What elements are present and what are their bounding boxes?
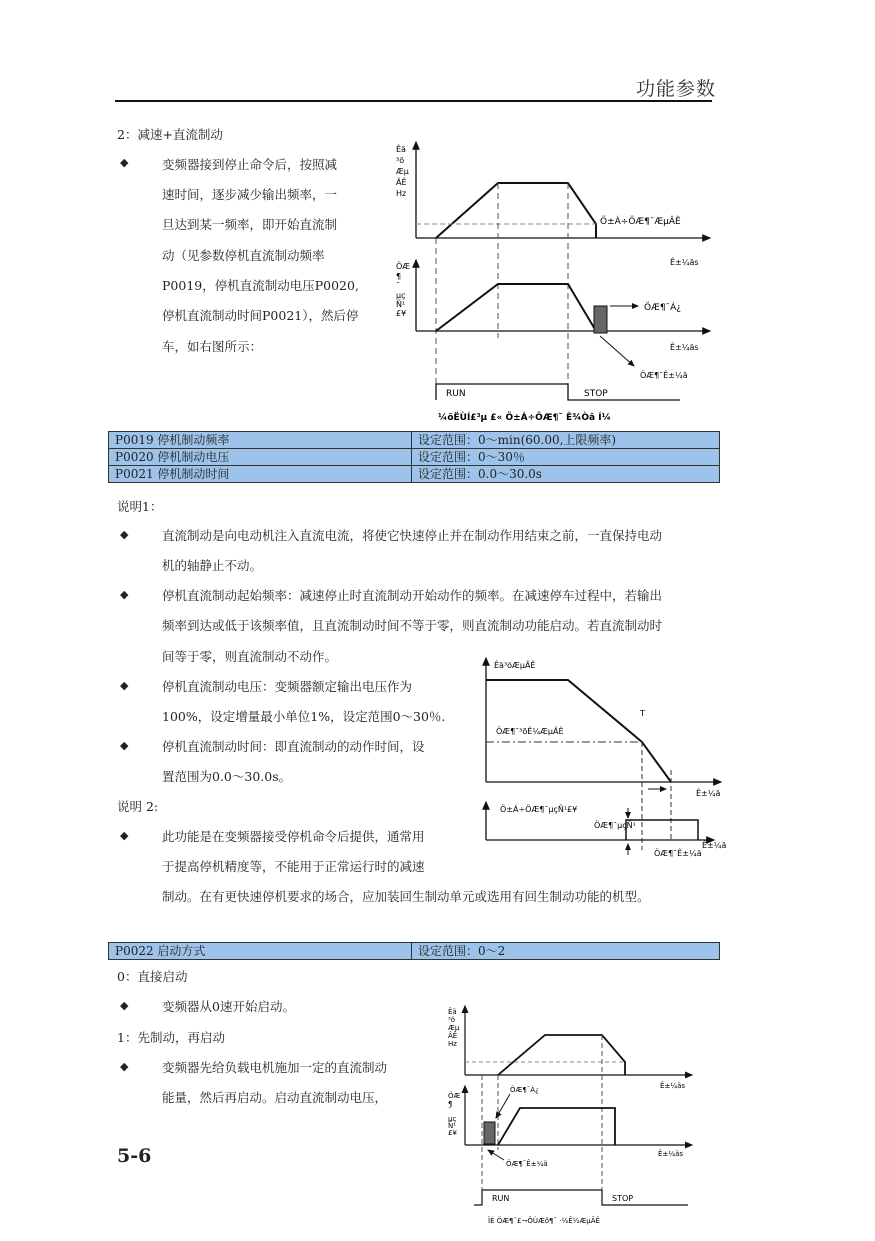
option-heading: 1：先制动，再启动 — [117, 1030, 225, 1045]
bullet-icon: ◆ — [120, 528, 129, 541]
svg-text:µç: µç — [448, 1115, 457, 1123]
text-line: 变频器先给负载电机施加一定的直流制动 — [162, 1060, 388, 1075]
bullet-icon: ◆ — [120, 829, 129, 842]
text-line: 制动。在有更快速停机要求的场合，应加装回生制动单元或选用有回生制动功能的机型。 — [162, 889, 650, 904]
text-line: P0019，停机直流制动电压P0020, — [162, 278, 359, 293]
bullet-icon: ◆ — [120, 739, 129, 752]
svg-text:³ö: ³ö — [448, 1016, 456, 1024]
brake-voltage-label: ÖÆ¶¯µçÑ¹ — [594, 821, 636, 830]
svg-text:Ñ¹: Ñ¹ — [396, 300, 406, 309]
text-line: 旦达到某一频率，即开始直流制 — [162, 217, 338, 232]
svg-text:¯: ¯ — [396, 281, 400, 290]
dc-voltage-label: Ö±Á÷ÖÆ¶¯µçÑ¹£¥ — [500, 805, 578, 814]
svg-text:ÂÊ: ÂÊ — [396, 178, 407, 187]
frequency-curve — [498, 1035, 625, 1075]
bullet-icon: ◆ — [120, 1060, 129, 1073]
t-label: T — [640, 709, 645, 718]
svg-text:³ö: ³ö — [396, 156, 405, 165]
dc-brake-block — [484, 1122, 495, 1144]
option-heading: 0：直接启动 — [117, 969, 188, 984]
bullet-icon: ◆ — [120, 156, 129, 169]
svg-text:Hz: Hz — [448, 1040, 457, 1048]
figure-caption: ¼õËÙÍ£³µ £« Ö±Á÷ÖÆ¶¯ Ê¾Òâ Í¼ — [438, 413, 611, 423]
time-axis-label: Ê±¼äs — [660, 1082, 686, 1090]
svg-text:¶: ¶ — [396, 272, 402, 281]
text-line: 机的轴静止不动。 — [162, 558, 263, 573]
text-line: 100%，设定增量最小单位1%，设定范围0～30％. — [162, 709, 446, 724]
bullet-icon: ◆ — [120, 679, 129, 692]
dc-brake-freq-label: Ö±Á÷ÖÆ¶¯ÆµÂÊ — [600, 217, 681, 227]
stop-freq-label: ÖÆ¶¯³õÊ¼ÆµÂÊ — [496, 727, 564, 736]
svg-text:Ê±¼äs: Ê±¼äs — [670, 343, 699, 352]
svg-text:£¥: £¥ — [396, 309, 407, 318]
run-label: RUN — [446, 389, 466, 399]
stop-brake-timing-diagram — [476, 650, 726, 865]
svg-text:Ê±¼ä: Ê±¼ä — [702, 841, 726, 850]
stop-label: STOP — [584, 389, 608, 399]
voltage-curve — [498, 1108, 615, 1145]
text-line: 速时间，逐步减少输出频率，一 — [162, 187, 338, 202]
svg-text:Ñ¹: Ñ¹ — [448, 1122, 457, 1130]
dc-brake-block — [594, 306, 607, 333]
text-line: 车，如右图所示： — [162, 339, 263, 354]
svg-text:¯: ¯ — [448, 1107, 452, 1115]
brake-time-label: ÖÆ¶¯Ê±¼ä — [506, 1160, 548, 1168]
svg-text:ÖÆ: ÖÆ — [448, 1092, 461, 1100]
svg-text:Ê±¼äs: Ê±¼äs — [658, 1150, 684, 1158]
text-line: 间等于零，则直流制动不动作。 — [162, 649, 338, 664]
param-table-2 — [108, 942, 720, 960]
table-row: P0021 停机制动时间 设定范围：0.0～30.0s — [109, 466, 720, 483]
svg-text:Hz: Hz — [396, 189, 407, 198]
time-label: Ê±¼ä — [696, 789, 721, 798]
svg-text:Æµ: Æµ — [396, 167, 409, 176]
decel-dc-brake-diagram — [380, 138, 720, 428]
text-line: 置范围为0.0～30.0s。 — [162, 769, 292, 784]
svg-text:£¥: £¥ — [448, 1129, 457, 1137]
header-rule — [115, 100, 712, 102]
section-heading: 2：减速+直流制动 — [117, 127, 223, 142]
param-table-1 — [108, 431, 720, 483]
text-line: 能量，然后再启动。启动直流制动电压， — [162, 1090, 388, 1105]
text-line: 变频器从0速开始启动。 — [162, 999, 295, 1014]
svg-text:¶: ¶ — [448, 1100, 453, 1108]
y-axis-label: Êä³öÆµÂÊ — [494, 661, 536, 670]
svg-text:Æµ: Æµ — [448, 1024, 460, 1032]
text-line: 变频器接到停止命令后，按照减 — [162, 157, 338, 172]
table-row: P0020 停机制动电压 设定范围：0～30％ — [109, 449, 720, 466]
run-label: RUN — [492, 1194, 510, 1203]
figure-caption: ÏÈ ÖÆ¶¯£¬ÔÙÆô¶¯ ·½Ê½ÆµÂÊ — [488, 1217, 600, 1225]
brake-amount-label: ÖÆ¶¯Á¿ — [510, 1086, 539, 1094]
brake-time-label: ÖÆ¶¯Ê±¼ä — [640, 371, 688, 380]
voltage-curve — [436, 284, 596, 331]
y-axis-label: Êä — [448, 1008, 457, 1016]
text-line: 频率到达或低于该频率值，且直流制动时间不等于零，则直流制动功能启动。若直流制动时 — [162, 618, 663, 633]
table-row: P0022 启动方式 设定范围：0～2 — [109, 943, 720, 960]
svg-text:ÖÆ: ÖÆ — [396, 262, 411, 271]
brake-then-start-diagram — [440, 1000, 700, 1232]
y-axis-label: Êä — [396, 145, 406, 154]
text-line: 动（见参数停机直流制动频率 — [162, 248, 325, 263]
text-line: 于提高停机精度等，不能用于正常运行时的减速 — [162, 859, 425, 874]
frequency-curve — [436, 183, 596, 238]
bullet-icon: ◆ — [120, 588, 129, 601]
text-line: 直流制动是向电动机注入直流电流，将使它快速停止并在制动作用结束之前，一直保持电动 — [162, 528, 663, 543]
note-title: 说明 2: — [117, 799, 159, 814]
time-axis-label: Ê±¼äs — [670, 258, 699, 267]
text-line: 停机直流制动时间：即直流制动的动作时间，设 — [162, 739, 425, 754]
text-line: 停机直流制动时间P0021），然后停 — [162, 308, 359, 323]
text-line: 停机直流制动电压：变频器额定输出电压作为 — [162, 679, 413, 694]
svg-text:µç: µç — [396, 291, 406, 300]
table-row: P0019 停机制动频率 设定范围：0～min(60.00,上限频率) — [109, 432, 720, 449]
text-line: 停机直流制动起始频率：减速停止时直流制动开始动作的频率。在减速停车过程中，若输出 — [162, 588, 663, 603]
svg-text:ÂÊ: ÂÊ — [448, 1032, 458, 1040]
page-header-title: 功能参数 — [636, 78, 717, 100]
text-line: 此功能是在变频器接受停机命令后提供，通常用 — [162, 829, 425, 844]
brake-time-label: ÖÆ¶¯Ê±¼ä — [654, 849, 702, 858]
brake-amount-label: ÖÆ¶¯Á¿ — [644, 303, 682, 313]
bullet-icon: ◆ — [120, 999, 129, 1012]
page-number: 5-6 — [117, 1145, 152, 1167]
note-title: 说明1： — [117, 499, 163, 514]
stop-label: STOP — [612, 1194, 634, 1203]
